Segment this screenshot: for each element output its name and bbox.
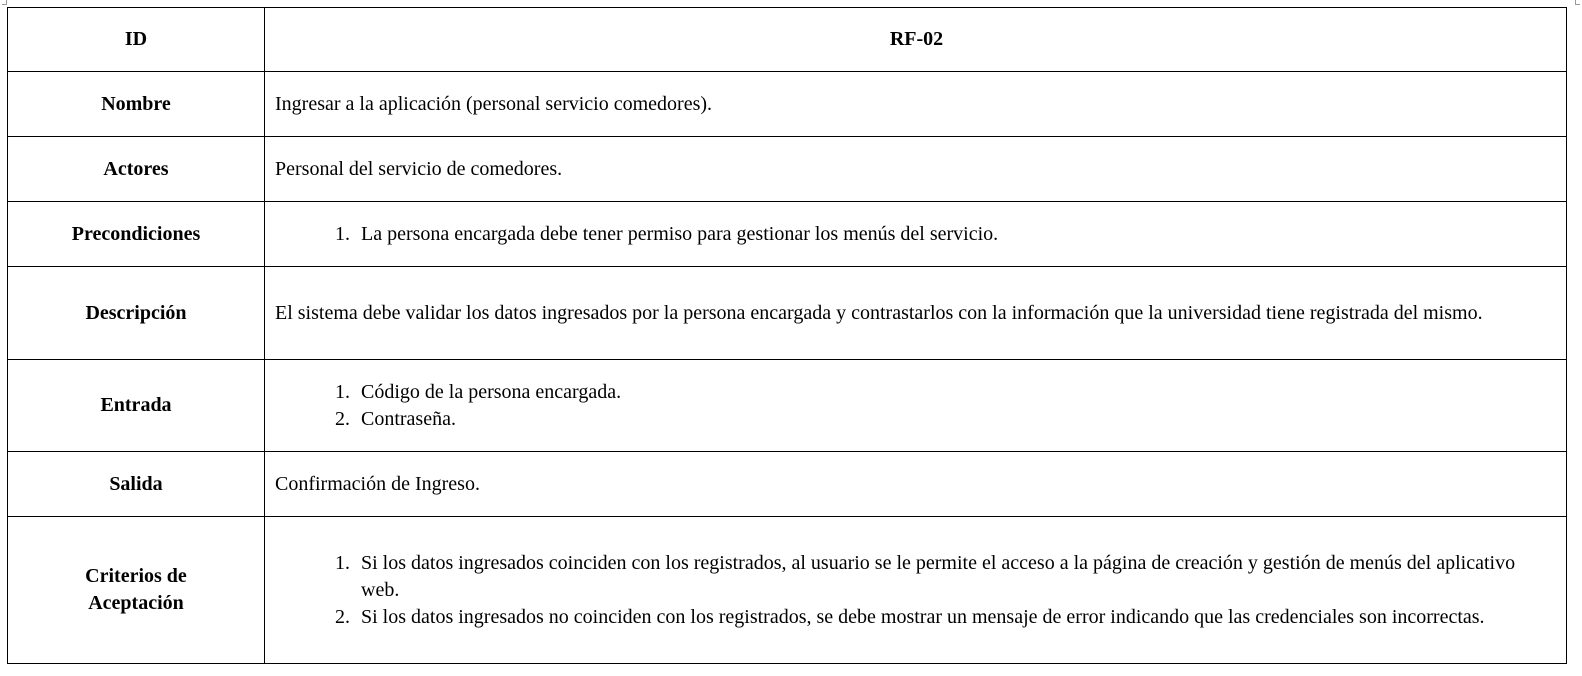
actores-value: Personal del servicio de comedores. <box>265 137 1567 202</box>
id-label: ID <box>8 8 265 72</box>
criterios-label-line2: Aceptación <box>88 592 184 614</box>
precondiciones-label: Precondiciones <box>8 202 265 267</box>
row-precondiciones <box>8 202 1567 267</box>
criterios-item: 1. Si los datos ingresados coinciden con los registrados, al usuario se le permite el acceso a la página de creación y gestión de menús del aplicativo web. <box>355 550 1558 604</box>
row-descripcion <box>8 267 1567 360</box>
requirement-table <box>7 7 1567 664</box>
entrada-list <box>275 379 1558 433</box>
criterios-label <box>8 517 265 664</box>
descripcion-value: El sistema debe validar los datos ingresados por la persona encargada y contrastarlos con la información que la universidad tiene registrada del mismo. <box>265 267 1567 360</box>
entrada-value <box>265 360 1567 452</box>
salida-label: Salida <box>8 452 265 517</box>
row-criterios <box>8 517 1567 664</box>
precondiciones-item: 1. La persona encargada debe tener permiso para gestionar los menús del servicio. <box>355 221 1558 248</box>
precondiciones-list <box>275 221 1558 248</box>
row-id <box>8 8 1567 72</box>
nombre-label: Nombre <box>8 72 265 137</box>
entrada-item: 1. Código de la persona encargada. <box>355 379 1558 406</box>
criterios-list <box>275 550 1558 631</box>
entrada-item: 2. Contraseña. <box>355 406 1558 433</box>
nombre-value: Ingresar a la aplicación (personal servicio comedores). <box>265 72 1567 137</box>
row-salida <box>8 452 1567 517</box>
criterios-label-line1: Criterios de <box>85 565 187 587</box>
actores-label: Actores <box>8 137 265 202</box>
salida-value: Confirmación de Ingreso. <box>265 452 1567 517</box>
precondiciones-value <box>265 202 1567 267</box>
criterios-item: 2. Si los datos ingresados no coinciden con los registrados, se debe mostrar un mensaje de error indicando que las credenciales son incorrectas. <box>355 604 1558 631</box>
id-value: RF-02 <box>265 8 1567 72</box>
row-entrada <box>8 360 1567 452</box>
row-nombre <box>8 72 1567 137</box>
descripcion-label: Descripción <box>8 267 265 360</box>
entrada-label: Entrada <box>8 360 265 452</box>
page-corner-mark-right <box>1575 0 1580 5</box>
page-corner-mark-left <box>2 0 7 5</box>
row-actores <box>8 137 1567 202</box>
criterios-value <box>265 517 1567 664</box>
